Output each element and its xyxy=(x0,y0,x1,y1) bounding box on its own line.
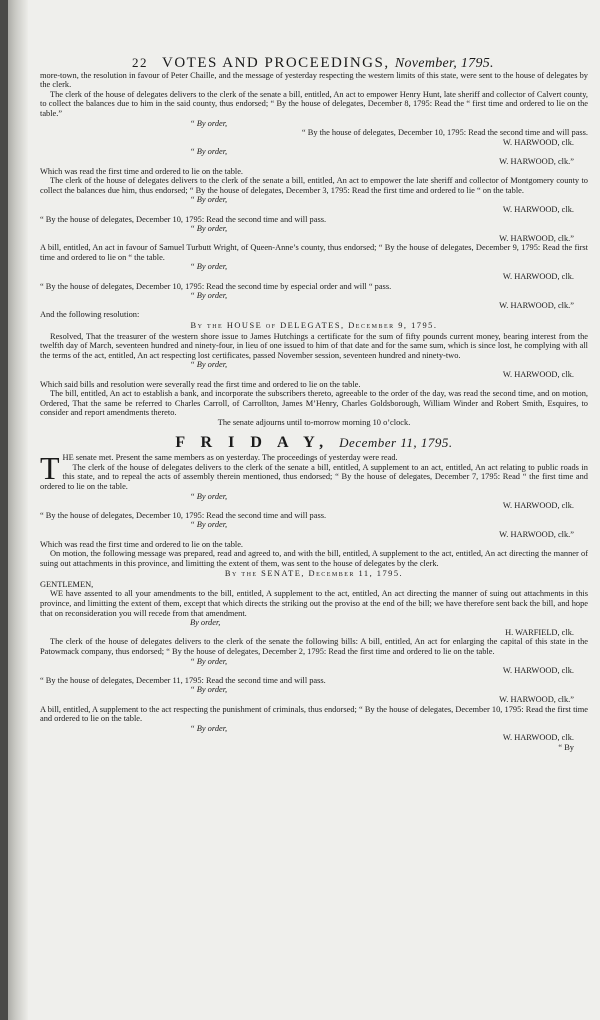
message-text: WE have assented to all your amendments to the bill, entitled, A supplement to the act, entitled, An act directing the manner of suing out attachments in this province, and limitting the extent of them, except that which directs the striking out the proviso at the end of the bill; we have therefore sent back the bill, and hope that on reconsideration you will recede from that amendment. xyxy=(40,589,588,618)
salutation: GENTLEMEN, xyxy=(40,579,94,589)
signature-line xyxy=(40,666,588,676)
clerk-signature: W. HARWOOD, clk.” xyxy=(499,300,574,310)
clerk-signature: H. WARFIELD, clk. xyxy=(505,627,574,637)
adjournment: The senate adjourns until to-morrow morning 10 o’clock. xyxy=(217,417,411,427)
clerk-signature: W. HARWOOD, clk.” xyxy=(499,529,574,539)
endorsement: “ By the house of delegates, December 10, 1795: Read the second time by especial order and will “ pass. xyxy=(40,281,392,291)
resolution-header-date: December 9, 1795. xyxy=(348,321,438,331)
resolution-header xyxy=(40,321,588,331)
paragraph: more-town, the resolution in favour of Peter Chaille, and the message of yesterday respecting the western limits of this state, were sent to the house of delegates by the clerk. xyxy=(40,70,588,90)
paragraph: Which said bills and resolution were severally read the first time and ordered to lie on the table. xyxy=(40,379,361,389)
clerk-signature: W. HARWOOD, clk. xyxy=(502,204,574,214)
opening-text: HE senate met. Present the same members as on yesterday. The proceedings of yesterday were read. xyxy=(62,453,398,463)
signature-line xyxy=(40,501,588,511)
paragraph: The clerk of the house of delegates delivers to the clerk of the senate a bill, entitled, An act to empower the late sheriff and collector of Montgomery county to collect the balances due him, thus endorsed; “ By the house of delegates, December 3, 1795: Read the first time and ordered to lie “ on the table. xyxy=(40,176,588,195)
day-heading xyxy=(40,433,588,451)
clerk-signature: W. HARWOOD, clk. xyxy=(502,272,574,282)
clerk-signature: W. HARWOOD, clk.” xyxy=(499,233,574,243)
endorsement: “ By the house of delegates, December 10, 1795: Read the second time and will pass. xyxy=(40,214,327,224)
signature-by-order: “ By order, xyxy=(190,195,228,205)
endorsement: “ By the house of delegates, December 11, 1795: Read the second time and will pass. xyxy=(40,675,326,685)
clerk-signature: W. HARWOOD, clk. xyxy=(502,370,574,379)
catchword: “ By xyxy=(558,742,574,752)
day-date: December 11, 1795. xyxy=(339,434,453,450)
resolution-text: Resolved, That the treasurer of the western shore issue to James Hutchings a certificate for the sum of fifty pounds current money, bearing interest from the twelfth day of March, seventeen hundred and ninety-four, in lieu of one issued to him of that date and for the same sum, which is since lost, he complying with all the terms of the act, entitled, An act respecting lost certificates, passed November session, seventeen hundred and ninety-two. xyxy=(40,331,588,360)
signature-by-order: By order, xyxy=(190,618,221,628)
signature-line xyxy=(40,301,588,311)
signature-by-order: “ By order, xyxy=(190,262,228,272)
signature-line xyxy=(40,370,588,380)
clerk-signature: W. HARWOOD, clk.” xyxy=(499,156,574,166)
signature-by-order: “ By order, xyxy=(190,685,228,695)
header-date: November, 1795. xyxy=(394,56,494,71)
signature-line xyxy=(40,733,588,743)
day-name: F R I D A Y, xyxy=(175,433,330,451)
clerk-signature: W. HARWOOD, clk. xyxy=(502,501,574,511)
signature-by-order: “ By order, xyxy=(190,224,228,234)
book-gutter-edge xyxy=(0,0,8,1020)
signature-line xyxy=(40,628,588,638)
resolution-header-label: By the HOUSE of DELEGATES, xyxy=(190,321,345,331)
message-header-date: December 11, 1795. xyxy=(308,569,404,579)
signature-line xyxy=(40,205,588,215)
signature-by-order: “ By order, xyxy=(190,656,228,666)
clerk-signature: W. HARWOOD, clk. xyxy=(502,137,574,147)
signature-line xyxy=(40,128,588,138)
signature-line xyxy=(40,272,588,282)
paragraph: The clerk of the house of delegates delivers to the clerk of the senate a bill, entitled, An act to empower Henry Hunt, late sheriff and collector of Calvert county, to collect the balances due to him in the said county, thus endorsed; “ By the house of delegates, December 8, 1795: Read the “ first time and ordered to lie on the table.” xyxy=(40,89,588,118)
message-header-label: By the SENATE, xyxy=(224,569,305,579)
endorsement: “ By the house of delegates, December 10, 1795: Read the second time and will pass. xyxy=(40,510,327,520)
clerk-signature: W. HARWOOD, clk. xyxy=(502,733,574,743)
clerk-signature: W. HARWOOD, clk. xyxy=(502,666,574,676)
paragraph: A bill, entitled, A supplement to the act respecting the punishment of criminals, thus endorsed; “ By the house of delegates, December 10, 1795: Read the first time and ordered to lie on the table. xyxy=(40,704,588,724)
signature-line xyxy=(40,138,588,148)
document-page xyxy=(40,55,588,1018)
paragraph: Which was read the first time and ordered to lie on the table. xyxy=(40,166,244,176)
signature-by-order: “ By order, xyxy=(190,491,228,501)
clerk-signature: W. HARWOOD, clk.” xyxy=(499,695,574,704)
paragraph: And the following resolution: xyxy=(40,310,140,320)
running-header xyxy=(132,55,588,71)
catchword-line xyxy=(40,743,588,753)
paragraph: The bill, entitled, An act to establish a bank, and incorporate the subscribers thereto, agreeable to the order of the day, was read the second time, and on motion, Ordered, That the same be referred to Charles Carroll, of Carrollton, James M’Henry, Charles Goldsborough, William Winder and Robert Smith, Esquires, to consider and report amendments thereto. xyxy=(40,389,588,418)
signature-by-order: “ By order, xyxy=(190,723,228,733)
signature-by-order: “ By order, xyxy=(190,291,228,301)
paragraph: On motion, the following message was prepared, read and agreed to, and with the bill, entitled, A supplement to the act, entitled, An act directing the manner of suing out attachments in this province, and limitting the extent of them, was sent to the house of delegates by the clerk. xyxy=(40,549,588,568)
paragraph: The clerk of the house of delegates delivers to the clerk of the senate the following bills: A bill, entitled, An act for enlarging the capital of this state in the Patowmack company, thus endorsed; “ By the house of delegates, December 2, 1795: Read the first time and ordered to lie on the table. xyxy=(40,637,588,657)
endorsement: “ By the house of delegates, December 10, 1795: Read the second time and will pass. xyxy=(301,128,588,138)
signature-line xyxy=(40,157,588,167)
signature-line xyxy=(40,530,588,540)
message-header xyxy=(40,569,588,579)
signature-by-order: “ By order, xyxy=(190,360,228,370)
page-title: VOTES AND PROCEEDINGS, xyxy=(162,55,390,71)
paragraph: A bill, entitled, An act in favour of Samuel Turbutt Wright, of Queen-Anne’s county, thus endorsed; “ By the house of delegates, December 9, 1795: Read the first time and ordered to lie on “ the table. xyxy=(40,243,588,262)
signature-by-order: “ By order, xyxy=(190,118,228,128)
signature-line xyxy=(40,695,588,705)
drop-cap: T xyxy=(40,450,60,487)
page-number: 22 xyxy=(132,55,148,70)
signature-line xyxy=(40,234,588,244)
paragraph: The clerk of the house of delegates delivers to the clerk of the senate a bill, entitled, A supplement to an act, entitled, An act relating to public roads in this state, and to repeal the acts of assembly therein mentioned, thus endorsed; “ By the house of delegates, December 7, 1795: Read “ the first time and ordered to lie on the table. xyxy=(40,462,588,491)
signature-by-order: “ By order, xyxy=(190,147,228,157)
signature-by-order: “ By order, xyxy=(190,520,228,530)
paragraph: Which was read the first time and ordered to lie on the table. xyxy=(40,539,244,549)
